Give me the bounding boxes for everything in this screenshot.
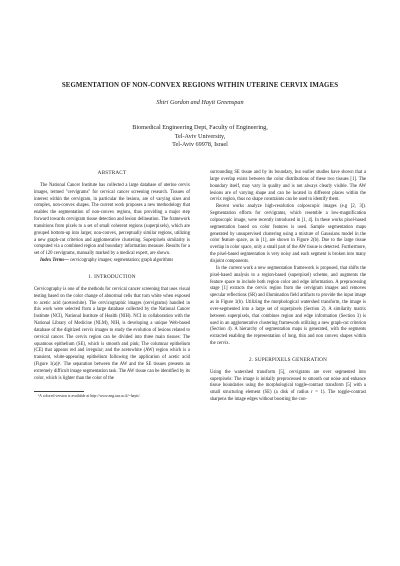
abstract-heading: ABSTRACT	[97, 170, 127, 176]
superpixels-text: Using the watershed transform [5], cervigrams are over segmented into superpixels: The image is initially preprocessed to smooth out noise and enhance tissue boundaries using the morphological toggle-contrast transform [5] with a small structuring element (SE) (a disk of radius r = 1). The toggle-contrast sharpens the image edges without boosting the con-	[210, 369, 366, 403]
paper-authors: Shiri Gordon and Hayit Greenspan	[156, 99, 244, 106]
index-terms-label: Index Terms—	[40, 258, 69, 264]
footnote-divider	[34, 391, 84, 392]
paper-affiliation	[20, 124, 380, 150]
index-terms	[34, 258, 190, 265]
body-paragraph: In the current work a new segmentation framework is proposed, that shifts the pixel-based analysis to a region-based (superpixel) scheme, and augments the feature space to include both region color and edge information. A preprocessing stage [1] extracts the cervix region from the cervigram images and removes specular reflections (SR) and illumination field artifacts to provide the input image as in Figure 1(b). Utilizing the morphological watershed transform, the image is over-segmented into a large set of superpixels (Section 2). A similarity matrix between superpixels, that combines region and edge information (Section 3) is used in an agglomerative clustering framework utilizing a new graph-cut criterion (Section 4). A hierarchy of segmentation maps is generated, with the segments extracted enabling the representation of long, thin and non convex shapes within the cervix.	[210, 265, 366, 347]
paper-title: SEGMENTATION OF NON-CONVEX REGIONS WITHIN UTERINE CERVIX IMAGES	[61, 82, 339, 89]
body-paragraph: surrounding SE tissue and by its boundary, but earlier studies have shown that a large overlap exists between the color distributions of these two tissues [1]. The boundary itself, may vary in quality and is not always clearly visible. The AW lesions are of varying shape and can be located in different places within the cervix region, thus no shape constraints can be used to identify them.	[210, 170, 366, 203]
affiliation-line: Biomedical Engineering Dept, Faculty of Engineering,	[132, 124, 268, 131]
section-heading-superpixels: 2. SUPERPIXELS GENERATION	[248, 356, 328, 363]
section-heading-introduction: 1. INTRODUCTION	[88, 273, 136, 280]
affiliation-line: Tel-Aviv 69978, Israel	[172, 141, 228, 149]
left-column	[34, 170, 190, 399]
index-terms-text: cervicography images; segmentation; graph algorithms	[68, 258, 174, 264]
footnote: ¹A colored version is available at http://www.eng.tau.ac.il/~hayit/.	[38, 393, 141, 398]
affiliation-line: Tel-Aviv University,	[174, 132, 226, 140]
right-column	[210, 170, 366, 404]
introduction-text: Cervicography is one of the methods for cervical cancer screening that uses visual testing based on the color change of abnormal cells that turn white when exposed to acetic acid (acetowhite). The cervicographic images (cervigrams) handled in this work were selected from a large database collected by the National Cancer Institute (NCI), National Institute of Health (NIH). NCI in collaboration with the National Library of Medicine (NLM), NIH, is developing a unique Web-based database of the digitized cervix images to study the evolution of lesions related to cervical cancer. The cervix region can be divided into three main tissues: The squamous epithelium (SE), which is smooth and pink; The columnar epithelium (CE) that appears red and irregular; and the acetowhite (AW) region which is a transient, white-appearing epithelium following the application of acetic acid (Figure 1(a))¹. The separation between the AW and the SE tissues presents an extremely difficult image segmentation task. The AW tissue can be identified by its color, which is lighter than the color of the	[34, 286, 190, 381]
abstract-text: The National Cancer Institute has collected a large database of uterine cervix images, termed "cervigrams" for cervical cancer screening research. Tissues of interest within the cervigram, in particular the lesions, are of varying sizes and complex, non-convex shapes. The current work proposes a new methodology that enables the segmentation of non-convex regions, thus providing a major step forward towards cervigram tissue detection and lesion delineation. The framework transitions from pixels to a set of small coherent regions (superpixels), which are grouped bottom-up into larger, non-convex, perceptually similar regions, utilizing a new graph-cut criterion and agglomerative clustering. Superpixels similarity is computed via a combined region and boundary information measure. Results for a set of 120 cervigrams, manually marked by a medical expert, are shown.	[34, 182, 190, 257]
body-paragraph: Recent works analyze high-resolution colposcopic images (e.g [2, 3]). Segmentation efforts for cervigrams, which resemble a low-magnification colposcopic image, were recently introduced in [1, 4]. In these works pixel-based segmentation based on color features is used. Sample segmentation maps generated by unsupervised clustering using a mixture of Gaussians model in the color feature space, as in [1], are shown in Figure 2(b). Due to the large tissue overlap in color space, only a small part of the AW tissue is detected. Furthermore, the pixel-based segmentation is very noisy and each segment is broken into many disjoint components.	[210, 204, 366, 264]
